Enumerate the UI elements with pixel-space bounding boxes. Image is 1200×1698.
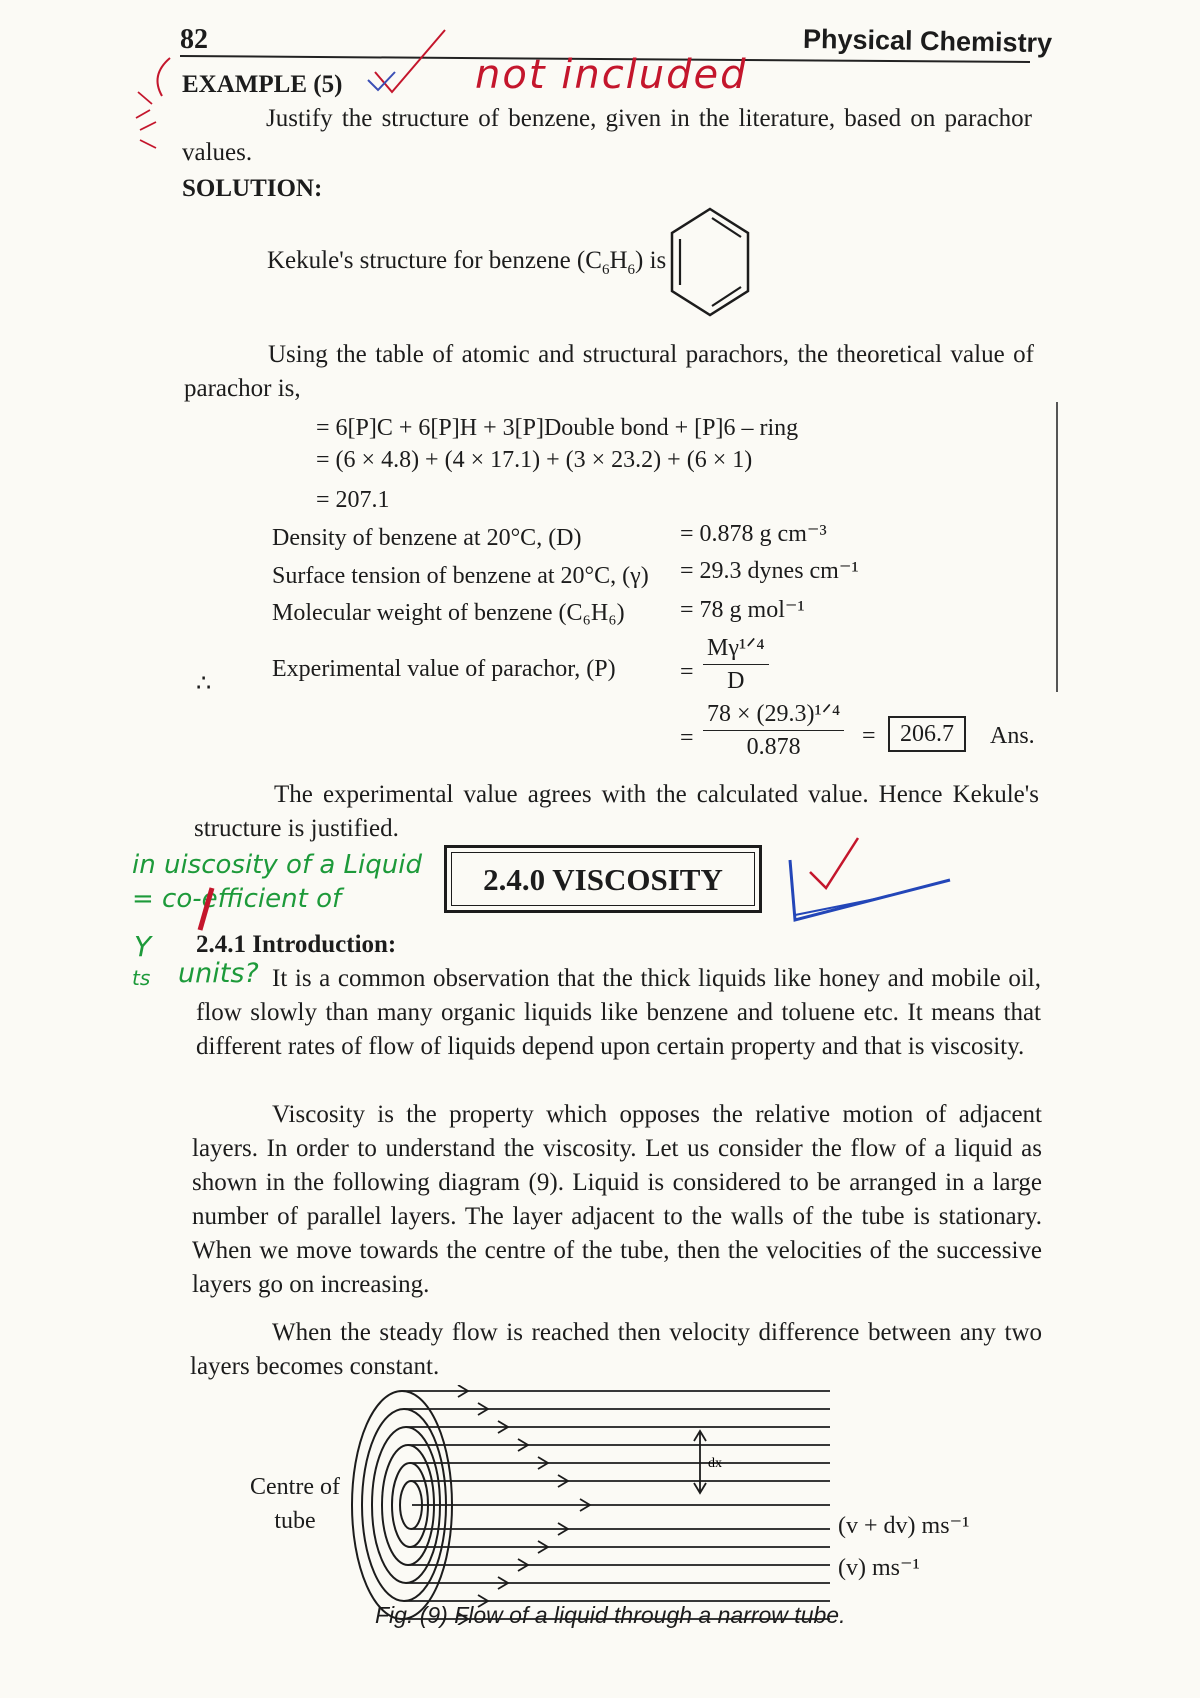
annotation-margin-units: units?: [178, 958, 259, 989]
eq-line-2: = (6 × 4.8) + (4 × 17.1) + (3 × 23.2) + (6 × 1): [316, 447, 753, 473]
annotation-margin-y: Y: [134, 930, 152, 963]
benzene-ring: [672, 209, 748, 315]
checkmark-red-2: [810, 838, 858, 888]
viscosity-paragraph: Viscosity is the property which opposes the relative motion of adjacent layers. In order to understand the viscosity. Let us consider the flow of a liquid as shown in the following diagram (9). Liquid is considered to be arranged in a large number of parallel layers. The layer adjacent to the walls of the tube is stationary. When we move towards the centre of the tube, then the velocities of the successive layers go on increasing.: [192, 1101, 1042, 1298]
figure-caption: Fig. (9) Flow of a liquid through a narrow tube.: [375, 1602, 846, 1628]
result-eq-sign: =: [862, 723, 876, 749]
prop-mw-value: = 78 g mol⁻¹: [680, 597, 805, 623]
answer-label: Ans.: [990, 723, 1035, 749]
solution-label: SOLUTION:: [182, 175, 323, 202]
tube-flow-diagram: [340, 1385, 850, 1625]
exp-eq-sign-2: =: [680, 725, 694, 751]
conclusion: The experimental value agrees with the calculated value. Hence Kekule's structure is justified.: [194, 781, 1039, 842]
therefore-symbol: ∴: [196, 671, 212, 697]
exp-eq-sign: =: [680, 659, 694, 685]
subsection-title: 2.4.1 Introduction:: [196, 931, 397, 958]
fraction-values-num: 78 × (29.3)¹ᐟ⁴: [703, 698, 844, 731]
eq-line-1: = 6[P]C + 6[P]H + 3[P]Double bond + [P]6 – ring: [316, 415, 799, 441]
exp-parachor-label: Experimental value of parachor, (P): [272, 656, 616, 682]
fraction-formula: [703, 632, 769, 697]
fraction-formula-num: Mγ¹ᐟ⁴: [703, 632, 769, 665]
red-slash: [200, 888, 212, 930]
fraction-formula-den: D: [727, 668, 745, 694]
kekule-line: [267, 244, 666, 287]
book-title: Physical Chemistry: [802, 23, 1053, 59]
page-number: 82: [180, 24, 208, 55]
prop-tension-label: Surface tension of benzene at 20°C, (γ): [272, 563, 649, 589]
kekule-text: Kekule's structure for benzene (C: [267, 247, 602, 274]
benzene-structure: [665, 205, 755, 325]
prop-density-value: = 0.878 g cm⁻³: [680, 521, 827, 547]
margin-rule: [1056, 402, 1058, 692]
parachor-intro: Using the table of atomic and structural parachors, the theoretical value of parachor is,: [184, 341, 1034, 402]
prop-tension-value: = 29.3 dynes cm⁻¹: [680, 558, 859, 584]
example-question: [182, 102, 1032, 170]
label-v: (v) ms⁻¹: [838, 1555, 920, 1581]
section-title: 2.4.0 VISCOSITY: [483, 862, 723, 897]
label-v-dv: (v + dv) ms⁻¹: [838, 1513, 970, 1539]
prop-mw-label: Molecular weight of benzene (C₆H₆): [272, 600, 625, 626]
kekule-sub1: 6: [601, 262, 610, 278]
handwritten-marks-section: [0, 820, 1200, 960]
margin-bracket: [158, 58, 171, 96]
fraction-values-den: 0.878: [746, 734, 801, 760]
dx-label: dx: [708, 1456, 722, 1471]
example-label: EXAMPLE (5): [182, 71, 343, 98]
result-box: [888, 716, 966, 752]
blue-arrow-tail: [795, 898, 880, 915]
kekule-sub2: 6: [627, 262, 635, 278]
fraction-values: [703, 698, 844, 763]
kekule-h: H: [609, 247, 628, 274]
annotation-not-included: not included: [475, 52, 748, 98]
eq-line-3: = 207.1: [316, 487, 390, 513]
steady-flow-paragraph: When the steady flow is reached then velocity difference between any two layers becomes constant.: [190, 1319, 1042, 1380]
prop-density-label: Density of benzene at 20°C, (D): [272, 525, 582, 551]
result-value: 206.7: [900, 721, 954, 747]
annotation-margin-ts: ts: [132, 966, 151, 990]
label-centre-text: Centre of tube: [250, 1474, 340, 1534]
annotation-margin-line2: = co-efficient of: [132, 884, 342, 914]
annotation-margin-line1: in uiscosity of a Liquid: [132, 850, 422, 880]
margin-scribble: [136, 92, 156, 148]
example-question-text: Justify the structure of benzene, given in the literature, based on parachor values.: [182, 105, 1032, 166]
kekule-end: ) is: [635, 247, 667, 274]
label-centre-of-tube: [250, 1470, 340, 1538]
intro-paragraph: It is a common observation that the thick liquids like honey and mobile oil, flow slowly than many organic liquids like benzene and toluene etc. It means that different rates of flow of liquids depend upon certain property and that is viscosity.: [196, 965, 1041, 1060]
